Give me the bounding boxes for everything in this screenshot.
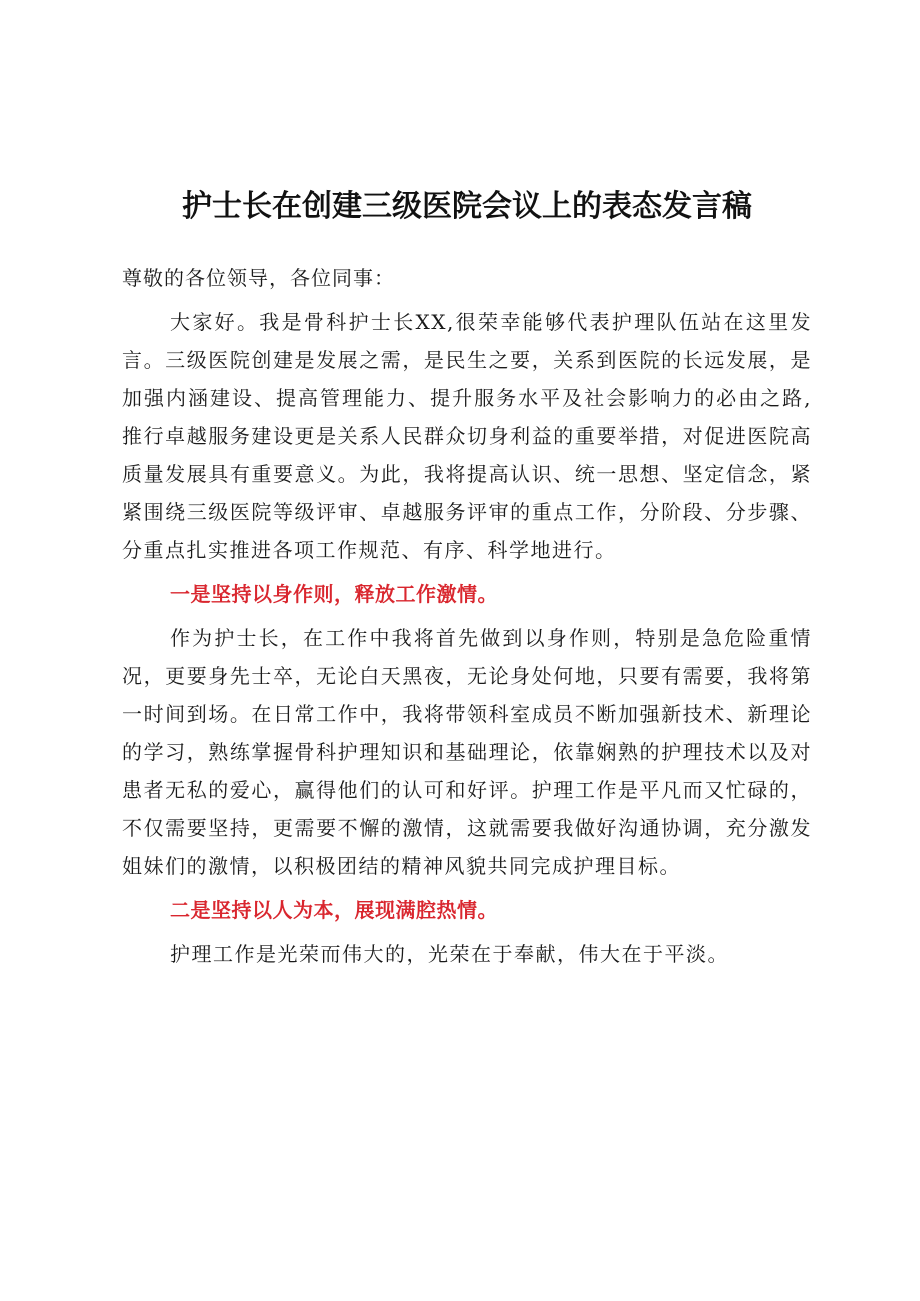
section-body-1: 作为护士长，在工作中我将首先做到以身作则，特别是急危险重情况，更要身先士卒，无论白天黑夜，无论身处何地，只要有需要，我将第一时间到场。在日常工作中，我将带领科室成员不断加强新技术、新理论的学习，熟练掌握骨科护理知识和基础理论，依靠娴熟的护理技术以及对患者无私的爱心，赢得他们的认可和好评。护理工作是平凡而又忙碌的，不仅需要坚持，更需要不懈的激情，这就需要我做好沟通协调，充分激发姐妹们的激情，以积极团结的精神风貌共同完成护理目标。 — [122, 626, 812, 878]
section-heading-1: 一是坚持以身作则，释放工作激情。 — [170, 582, 498, 606]
document-body — [122, 185, 812, 973]
page-title: 护士长在创建三级医院会议上的表态发言稿 — [182, 189, 752, 224]
section-body-2: 护理工作是光荣而伟大的，光荣在于奉献，伟大在于平淡。 — [170, 942, 729, 966]
section-heading-2: 二是坚持以人为本，展现满腔热情。 — [170, 898, 498, 922]
intro-paragraph: 大家好。我是骨科护士长XX,很荣幸能够代表护理队伍站在这里发言。三级医院创建是发展之需，是民生之要，关系到医院的长远发展，是加强内涵建设、提高管理能力、提升服务水平及社会影响力的必由之路,推行卓越服务建设更是关系人民群众切身利益的重要举措，对促进医院高质量发展具有重要意义。为此，我将提高认识、统一思想、坚定信念，紧紧围绕三级医院等级评审、卓越服务评审的重点工作，分阶段、分步骤、分重点扎实推进各项工作规范、有序、科学地进行。 — [122, 310, 812, 562]
salutation: 尊敬的各位领导，各位同事： — [122, 266, 395, 290]
